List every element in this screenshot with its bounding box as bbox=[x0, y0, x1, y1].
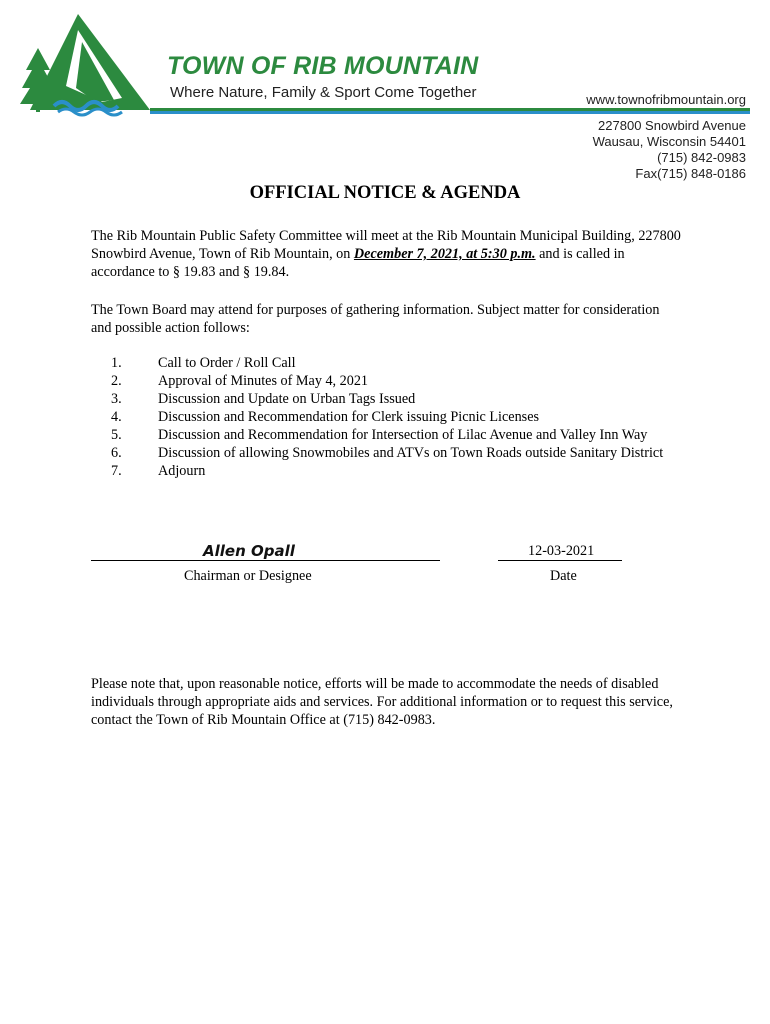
address-fax: Fax(715) 848-0186 bbox=[635, 166, 746, 181]
address-phone: (715) 842-0983 bbox=[657, 150, 746, 165]
agenda-text: Discussion and Recommendation for Intersection of Lilac Avenue and Valley Inn Way bbox=[158, 427, 648, 443]
agenda-number: 4. bbox=[111, 409, 122, 425]
website-link[interactable]: www.townofribmountain.org bbox=[586, 92, 746, 107]
address-street: 227800 Snowbird Avenue bbox=[598, 118, 746, 133]
meeting-date: December 7, 2021, at 5:30 p.m. bbox=[353, 246, 536, 262]
agenda-text: Adjourn bbox=[158, 463, 206, 479]
agenda-number: 6. bbox=[111, 445, 122, 461]
date-caption: Date bbox=[550, 568, 577, 584]
signature-name: Allen Opall bbox=[203, 542, 295, 560]
board-note: The Town Board may attend for purposes of gathering information. Subject matter for consideration and possible action follows: bbox=[91, 302, 660, 336]
agenda-item bbox=[91, 390, 681, 408]
agenda-list bbox=[91, 354, 681, 480]
agenda-item bbox=[91, 462, 681, 480]
agenda-item bbox=[91, 372, 681, 390]
agenda-number: 3. bbox=[111, 391, 122, 407]
agenda-number: 2. bbox=[111, 373, 122, 389]
agenda-number: 7. bbox=[111, 463, 122, 479]
intro-text-after: and is called in accordance to § 19.83 and § 19.84. bbox=[91, 246, 625, 280]
agenda-text: Discussion of allowing Snowmobiles and ATVs on Town Roads outside Sanitary District bbox=[158, 445, 664, 461]
document-title: OFFICIAL NOTICE & AGENDA bbox=[249, 183, 521, 203]
agenda-text: Discussion and Update on Urban Tags Issued bbox=[158, 391, 416, 407]
agenda-item bbox=[91, 408, 681, 426]
signature-date: 12-03-2021 bbox=[528, 543, 595, 559]
header-rule-blue bbox=[150, 111, 750, 114]
agenda-text: Call to Order / Roll Call bbox=[158, 355, 296, 371]
agenda-number: 5. bbox=[111, 427, 122, 443]
org-name: TOWN OF RIB MOUNTAIN bbox=[167, 52, 479, 80]
meeting-intro bbox=[91, 227, 681, 281]
address-city: Wausau, Wisconsin 54401 bbox=[592, 134, 746, 149]
accessibility-note: Please note that, upon reasonable notice, efforts will be made to accommodate the needs of disabled individuals through appropriate aids and services. For additional information or to request this service, contact the Town of Rib Mountain Office at (715) 842-0983. bbox=[91, 676, 673, 728]
address-block bbox=[593, 118, 746, 182]
agenda-item bbox=[91, 426, 681, 444]
agenda-text: Approval of Minutes of May 4, 2021 bbox=[158, 373, 369, 389]
agenda-item bbox=[91, 354, 681, 372]
agenda-text: Discussion and Recommendation for Clerk issuing Picnic Licenses bbox=[158, 409, 540, 425]
town-logo bbox=[18, 8, 168, 118]
org-tagline: Where Nature, Family & Sport Come Together bbox=[170, 84, 477, 101]
intro-text: The Rib Mountain Public Safety Committee will meet at the Rib Mountain Municipal Building, 227800 Snowbird Avenue, Town of Rib Mountain, on bbox=[91, 228, 681, 262]
agenda-number: 1. bbox=[111, 355, 122, 371]
agenda-item bbox=[91, 444, 681, 462]
signature-caption: Chairman or Designee bbox=[184, 568, 312, 584]
